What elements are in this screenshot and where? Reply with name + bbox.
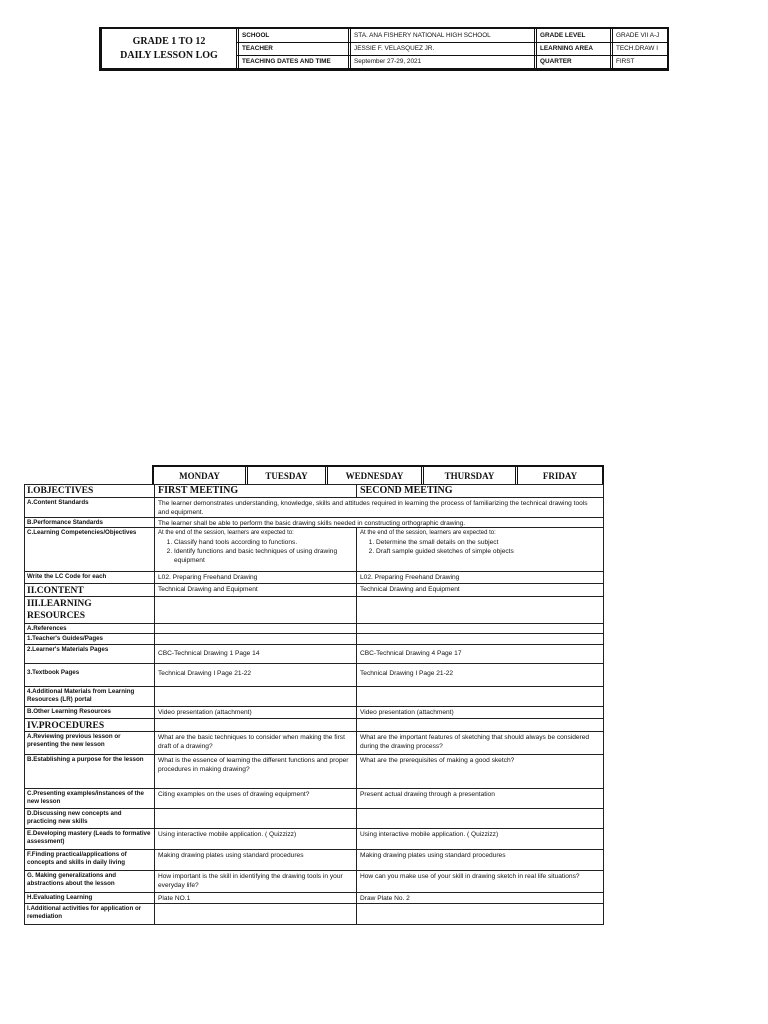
grade-level-value: GRADE VII A-J [610,29,669,42]
lesson-plan-table [24,484,604,925]
mastery-second: Using interactive mobile application. ( Quizzizz) [356,829,604,849]
day-friday: FRIDAY [542,471,578,481]
additional-materials-label: 4.Additional Materials from Learning Resources (LR) portal [27,688,135,703]
quarter-label: QUARTER [534,55,610,68]
lesson-log-header [99,27,669,71]
table-row [24,634,604,645]
reviewing-label: A.Reviewing previous lesson or presenting the new lesson [27,733,121,748]
day-monday: MONDAY [154,467,248,485]
day-thursday: THURSDAY [424,467,518,485]
list-item: 2. Identify functions and basic techniques of using drawing equipment [174,547,353,565]
discussing-label: D.Discussing new concepts and practicing new skills [27,810,122,825]
competencies-list-second [360,538,600,556]
examples-label: C.Presenting examples/instances of the new lesson [27,790,144,805]
procedures-heading: IV.PROCEDURES [27,721,105,731]
table-row [24,719,604,732]
list-item: 2. Draft sample guided sketches of simple objects [376,547,600,556]
table-row [24,893,604,904]
reviewing-second: What are the important features of sketching that should always be considered during the drawing process? [356,732,604,754]
additional-activities-label: I.Additional activities for application or remediation [27,905,142,920]
resources-heading: III.LEARNING RESOURCES [27,599,92,621]
header-info-grid [236,29,667,68]
generalizations-second: How can you make use of your skill in drawing sketch in real life situations? [356,871,604,892]
mastery-first: Using interactive mobile application. ( Quizzizz) [154,829,356,849]
quarter-value: FIRST [610,55,669,68]
competencies-first [154,528,356,571]
empty-cell [154,904,356,924]
table-row [24,687,604,707]
finding-first: Making drawing plates using standard procedures [154,850,356,870]
other-resources-label: B.Other Learning Resources [27,708,111,715]
textbook-second: Technical Drawing I Page 21-22 [356,664,604,686]
content-first: Technical Drawing and Equipment [154,584,356,596]
lc-code-second: L02. Preparing Freehand Drawing [356,572,604,583]
learners-materials-second: CBC-Technical Drawing 4 Page 17 [356,645,604,663]
table-row [24,645,604,664]
empty-cell [356,597,604,623]
textbook-label: 3.Textbook Pages [27,669,80,676]
day-wednesday: WEDNESDAY [328,467,424,485]
first-meeting-heading: FIRST MEETING [154,484,356,497]
header-title-line1: GRADE 1 TO 12 [132,35,206,47]
table-row [24,624,604,634]
table-row [24,732,604,755]
content-standards-text: The learner demonstrates understanding, knowledge, skills and attitudes required in learning the process of familiarizing the technical drawing tools and equipment. [154,498,604,517]
header-title-line2: DAILY LESSON LOG [120,49,218,61]
school-value: STA. ANA FISHERY NATIONAL HIGH SCHOOL [348,29,534,42]
teachers-guides-label: 1.Teacher's Guides/Pages [27,635,103,642]
textbook-first: Technical Drawing I Page 21-22 [154,664,356,686]
table-row [24,707,604,719]
header-title [102,29,236,68]
references-label: A.References [27,625,67,632]
table-row [24,829,604,850]
table-row [24,584,604,597]
evaluating-second: Draw Plate No. 2 [356,893,604,903]
empty-cell [356,687,604,706]
empty-cell [154,624,356,633]
table-row [24,528,604,572]
reviewing-first: What are the basic techniques to consider when making the first draft of a drawing? [154,732,356,754]
mastery-label: E.Developing mastery (Leads to formative assessment) [27,830,151,845]
table-row [24,809,604,829]
other-resources-first: Video presentation (attachment) [154,707,356,718]
competencies-intro-first: At the end of the session, learners are expected to: [158,530,294,536]
empty-cell [154,597,356,623]
empty-cell [356,624,604,633]
teacher-label: TEACHER [236,42,348,55]
lc-code-first: L02. Preparing Freehand Drawing [154,572,356,583]
list-item: 1. Classify hand tools according to functions. [174,538,353,547]
purpose-label: B.Establishing a purpose for the lesson [27,756,144,763]
lc-code-label: Write the LC Code for each [27,573,107,580]
learners-materials-label: 2.Learner's Materials Pages [27,646,109,653]
dates-label: TEACHING DATES AND TIME [236,55,348,68]
empty-cell [154,687,356,706]
purpose-first: What is the essence of learning the different functions and proper procedures in making drawing? [154,755,356,788]
competencies-list-first [158,538,353,565]
school-label: SCHOOL [236,29,348,42]
examples-first: Citing examples on the uses of drawing equipment? [154,789,356,808]
content-heading: II.CONTENT [27,586,84,596]
performance-standards-text: The learner shall be able to perform the basic drawing skills needed in constructing orthographic drawing. [154,518,604,527]
examples-second: Present actual drawing through a presentation [356,789,604,808]
dates-value: September 27-29, 2021 [348,55,534,68]
table-row [24,498,604,518]
evaluating-first: Plate NO.1 [154,893,356,903]
list-item: 1. Determine the small details on the subject [376,538,600,547]
performance-standards-label: B.Performance Standards [27,519,103,526]
competencies-second [356,528,604,571]
empty-cell [356,809,604,828]
empty-cell [154,719,356,731]
table-row [24,597,604,624]
table-row [24,518,604,528]
table-row [24,871,604,893]
table-row [24,789,604,809]
learning-area-value: TECH.DRAW I [610,42,669,55]
empty-cell [154,634,356,644]
grade-level-label: GRADE LEVEL [534,29,610,42]
table-row [24,904,604,925]
teacher-value: JESSIE F. VELASQUEZ JR. [348,42,534,55]
day-tuesday: TUESDAY [248,467,328,485]
empty-cell [356,904,604,924]
table-row [24,664,604,687]
finding-label: F.Finding practical/applications of concepts and skills in daily living [27,851,127,866]
objectives-heading: I.OBJECTIVES [27,486,94,496]
generalizations-first: How important is the skill in identifying the drawing tools in your everyday life? [154,871,356,892]
learning-area-label: LEARNING AREA [534,42,610,55]
purpose-second: What are the prerequisites of making a good sketch? [356,755,604,788]
table-row [24,755,604,789]
weekday-header [152,465,604,485]
empty-cell [356,634,604,644]
generalizations-label: G. Making generalizations and abstractions about the lesson [27,872,117,887]
empty-cell [154,809,356,828]
second-meeting-heading: SECOND MEETING [356,484,604,497]
competencies-label: C.Learning Competencies/Objectives [27,529,137,536]
content-second: Technical Drawing and Equipment [356,584,604,596]
empty-cell [356,719,604,731]
learners-materials-first: CBC-Technical Drawing 1 Page 14 [154,645,356,663]
table-row [24,572,604,584]
other-resources-second: Video presentation (attachment) [356,707,604,718]
table-row [24,484,604,498]
table-row [24,850,604,871]
content-standards-label: A.Content Standards [27,499,89,506]
competencies-intro-second: At the end of the session, learners are expected to: [360,530,496,536]
finding-second: Making drawing plates using standard procedures [356,850,604,870]
evaluating-label: H.Evaluating Learning [27,894,93,901]
